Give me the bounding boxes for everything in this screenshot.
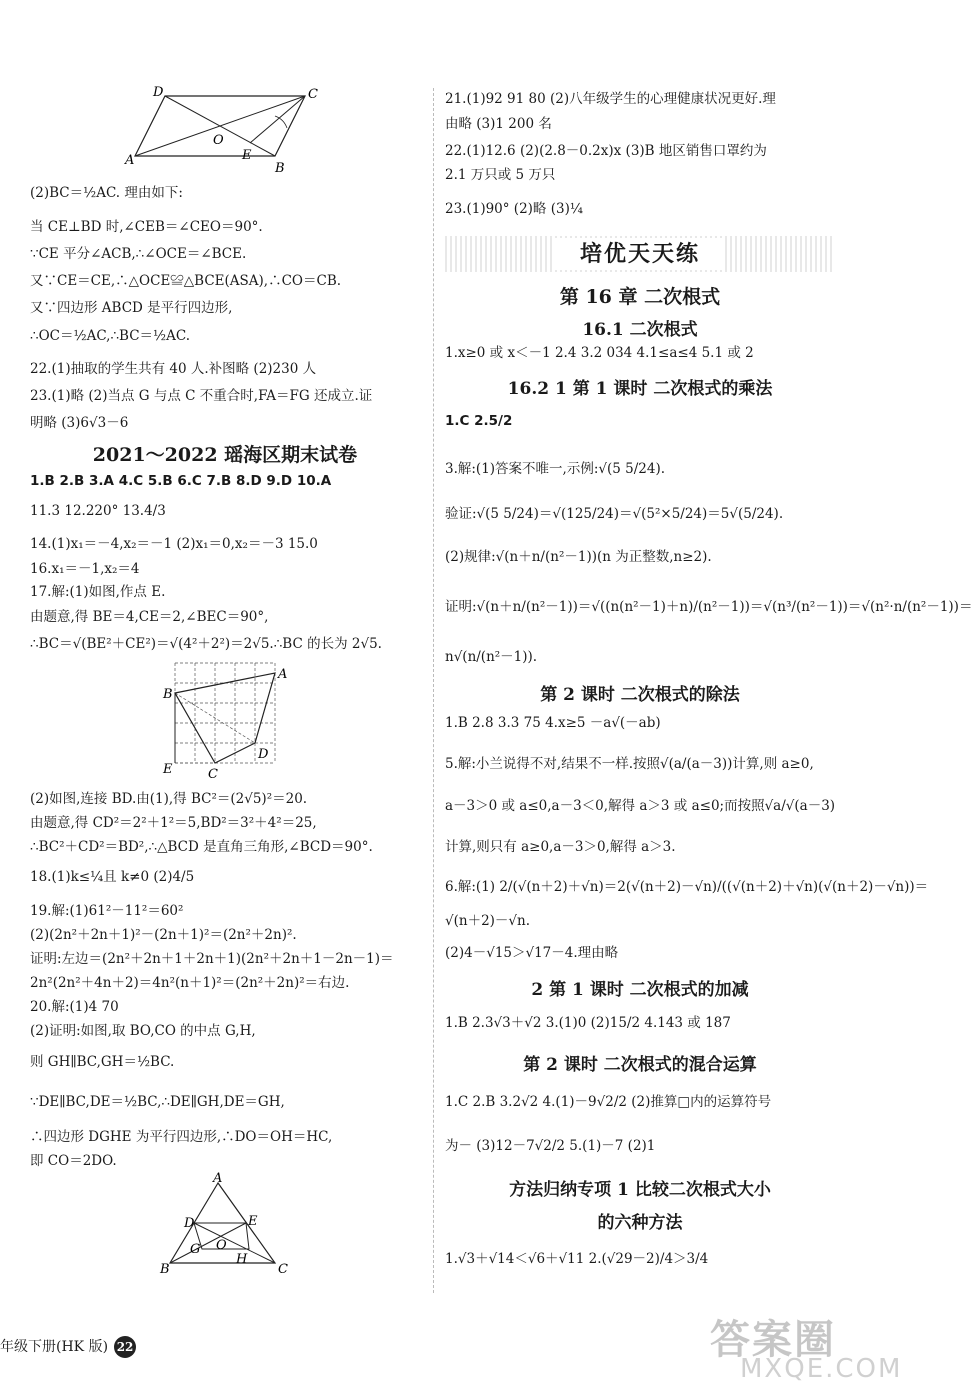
text-line: 22.(1)抽取的学生共有 40 人.补图略 (2)230 人 [30,361,317,377]
section-title: 第 2 课时 二次根式的混合运算 [523,1055,757,1075]
banner-title: 培优天天练 [555,238,725,270]
text-line: 计算,则只有 a≥0,a－3＞0,解得 a＞3. [445,839,676,855]
fig2-label-A: A [278,667,288,682]
text-line: 1.C 2.B 3.2√2 4.(1)－9√2/2 (2)推算□内的运算符号 [445,1094,772,1110]
fig3-label-C: C [278,1262,288,1277]
text-line: 18.(1)k≤¼且 k≠0 (2)4/5 [30,869,195,885]
text-line: 1.B 2.8 3.3 75 4.x≥5 －a√(－ab) [445,715,661,731]
text-line: ∴BC²＋CD²＝BD²,∴△BCD 是直角三角形,∠BCD＝90°. [30,839,373,855]
text-line: 6.解:(1) 2/(√(n＋2)＋√n)＝2(√(n＋2)－√n)/((√(n＋2)＋√n)(√(n＋2)－√n))＝ [445,879,929,895]
fig3-label-D: D [184,1216,195,1231]
text-line: (2)证明:如图,取 BO,CO 的中点 G,H, [30,1023,256,1039]
text-line: 1.x≥0 或 x＜－1 2.4 3.2 034 4.1≤a≤4 5.1 或 2 [445,345,754,361]
text-line: ∵DE∥BC,DE＝½BC,∴DE∥GH,DE＝GH, [30,1094,285,1110]
fig2-label-B: B [163,687,173,702]
text-line: 又∵四边形 ABCD 是平行四边形, [30,300,233,316]
exam-title: 2021～2022 瑶海区期末试卷 [92,444,358,466]
text-line: 由略 (3)1 200 名 [445,116,552,132]
text-line: 11.3 12.220° 13.4/3 [30,503,166,519]
fig2-label-C: C [208,767,218,782]
text-line: (2)(2n²＋2n＋1)²－(2n＋1)²＝(2n²＋2n)². [30,927,297,943]
text-line: 14.(1)x₁＝－4,x₂＝－1 (2)x₁＝0,x₂＝－3 15.0 [30,536,318,552]
text-line: 22.(1)12.6 (2)(2.8－0.2x)x (3)B 地区销售口罩约为 [445,143,767,159]
text-line: (2)规律:√(n＋n/(n²－1))(n 为正整数,n≥2). [445,549,712,565]
page-number: 22 [114,1336,136,1358]
text-line: 20.解:(1)4 70 [30,999,119,1015]
text-line: ∴OC＝½AC,∴BC＝½AC. [30,328,191,344]
fig3-label-A: A [213,1171,223,1186]
answer-line: 1.C 2.5/2 [445,413,513,429]
fig2-label-E: E [163,762,173,777]
text-line: n√(n/(n²－1)). [445,649,538,665]
text-line: 5.解:小兰说得不对,结果不一样.按照√(a/(a－3))计算,则 a≥0, [445,756,814,772]
footer-text: 年级下册(HK 版) [0,1339,109,1355]
fig1-label-C: C [308,87,318,102]
text-line: 证明:左边＝(2n²＋2n＋1＋2n＋1)(2n²＋2n＋1－2n－1)＝ [30,951,394,967]
text-line: 又∵CE＝CE,∴△OCE≌△BCE(ASA),∴CO＝CB. [30,273,342,289]
fig1-label-O: O [213,133,224,148]
text-line: 23.(1)90° (2)略 (3)¼ [445,201,583,217]
fig1-label-B: B [275,161,285,176]
text-line: 当 CE⊥BD 时,∠CEB＝∠CEO＝90°. [30,219,263,235]
watermark-line1: 答案圈 [710,1317,836,1363]
section-title: 2 第 1 课时 二次根式的加减 [531,980,749,1000]
section-title: 方法归纳专项 1 比较二次根式大小 [509,1180,771,1200]
text-line: 1.√3＋√14＜√6＋√11 2.(√29－2)/4＞3/4 [445,1251,709,1267]
watermark-logo [700,1308,903,1386]
text-line: ∴BC＝√(BE²＋CE²)＝√(4²＋2²)＝2√5.∴BC 的长为 2√5. [30,636,382,652]
answer-line: 1.B 2.B 3.A 4.C 5.B 6.C 7.B 8.D 9.D 10.A [30,473,332,489]
text-line: 由题意,得 BE＝4,CE＝2,∠BEC＝90°, [30,609,269,625]
text-line: ∵CE 平分∠ACB,∴∠OCE＝∠BCE. [30,246,247,262]
text-line: 为－ (3)12－7√2/2 5.(1)－7 (2)1 [445,1138,656,1154]
text-line: 2.1 万只或 5 万只 [445,167,556,183]
fig1-label-D: D [153,85,164,100]
text-line: 23.(1)略 (2)当点 G 与点 C 不重合时,FA＝FG 还成立.证 [30,388,373,404]
text-line: 3.解:(1)答案不唯一,示例:√(5 5/24). [445,461,666,477]
fig3-label-B: B [160,1262,170,1277]
fig3-label-G: G [190,1242,201,1257]
chapter-title: 第 16 章 二次根式 [559,286,721,308]
text-line: 2n²(2n²＋4n＋2)＝4n²(n＋1)²＝(2n²＋2n)²＝右边. [30,975,350,991]
text-line: (2)如图,连接 BD.由(1),得 BC²＝(2√5)²＝20. [30,791,308,807]
text-line: (2)4－√15＞√17－4.理由略 [445,945,619,961]
text-line: ∴四边形 DGHE 为平行四边形,∴DO＝OH＝HC, [30,1129,333,1145]
text-line: 17.解:(1)如图,作点 E. [30,584,166,600]
grid-figure [160,658,290,783]
fig2-label-D: D [258,747,269,762]
fig3-label-E: E [248,1214,258,1229]
text-line: 21.(1)92 91 80 (2)八年级学生的心理健康状况更好.理 [445,91,776,107]
fig3-label-O: O [216,1238,227,1253]
text-line: 16.x₁＝－1,x₂＝4 [30,561,140,577]
text-line: 即 CO＝2DO. [30,1153,117,1169]
text-line: (2)BC＝½AC. 理由如下: [30,185,183,201]
fig3-label-H: H [236,1252,248,1267]
text-line: 验证:√(5 5/24)＝√(125/24)＝√(5²×5/24)＝5√(5/24). [445,506,784,522]
text-line: 明略 (3)6√3－6 [30,415,129,431]
text-line: √(n＋2)－√n. [445,913,531,929]
text-line: 19.解:(1)61²－11²＝60² [30,903,184,919]
column-divider [433,88,434,1293]
triangle-figure [160,1171,295,1280]
text-line: 由题意,得 CD²＝2²＋1²＝5,BD²＝3²＋4²＝25, [30,815,317,831]
section-title: 的六种方法 [597,1213,683,1233]
fig1-label-E: E [242,148,252,163]
section-title: 16.1 二次根式 [582,320,698,340]
section-title: 第 2 课时 二次根式的除法 [540,685,740,705]
parallelogram-figure [125,86,325,176]
text-line: a－3＞0 或 a≤0,a－3＜0,解得 a＞3 或 a≤0;而按照√a/√(a－3) [445,798,836,814]
section-title: 16.2 1 第 1 课时 二次根式的乘法 [507,379,773,399]
page-footer [0,1336,136,1358]
text-line: 证明:√(n＋n/(n²－1))＝√((n(n²－1)＋n)/(n²－1))＝√(n³/(n²－1))＝√(n²·n/(n²－1))＝ [445,599,972,615]
watermark-line2: MXQE.COM [740,1354,903,1384]
text-line: 1.B 2.3√3＋√2 3.(1)0 (2)15/2 4.143 或 187 [445,1015,731,1031]
text-line: 则 GH∥BC,GH＝½BC. [30,1054,175,1070]
section-banner [445,236,835,272]
fig1-label-A: A [125,153,135,168]
